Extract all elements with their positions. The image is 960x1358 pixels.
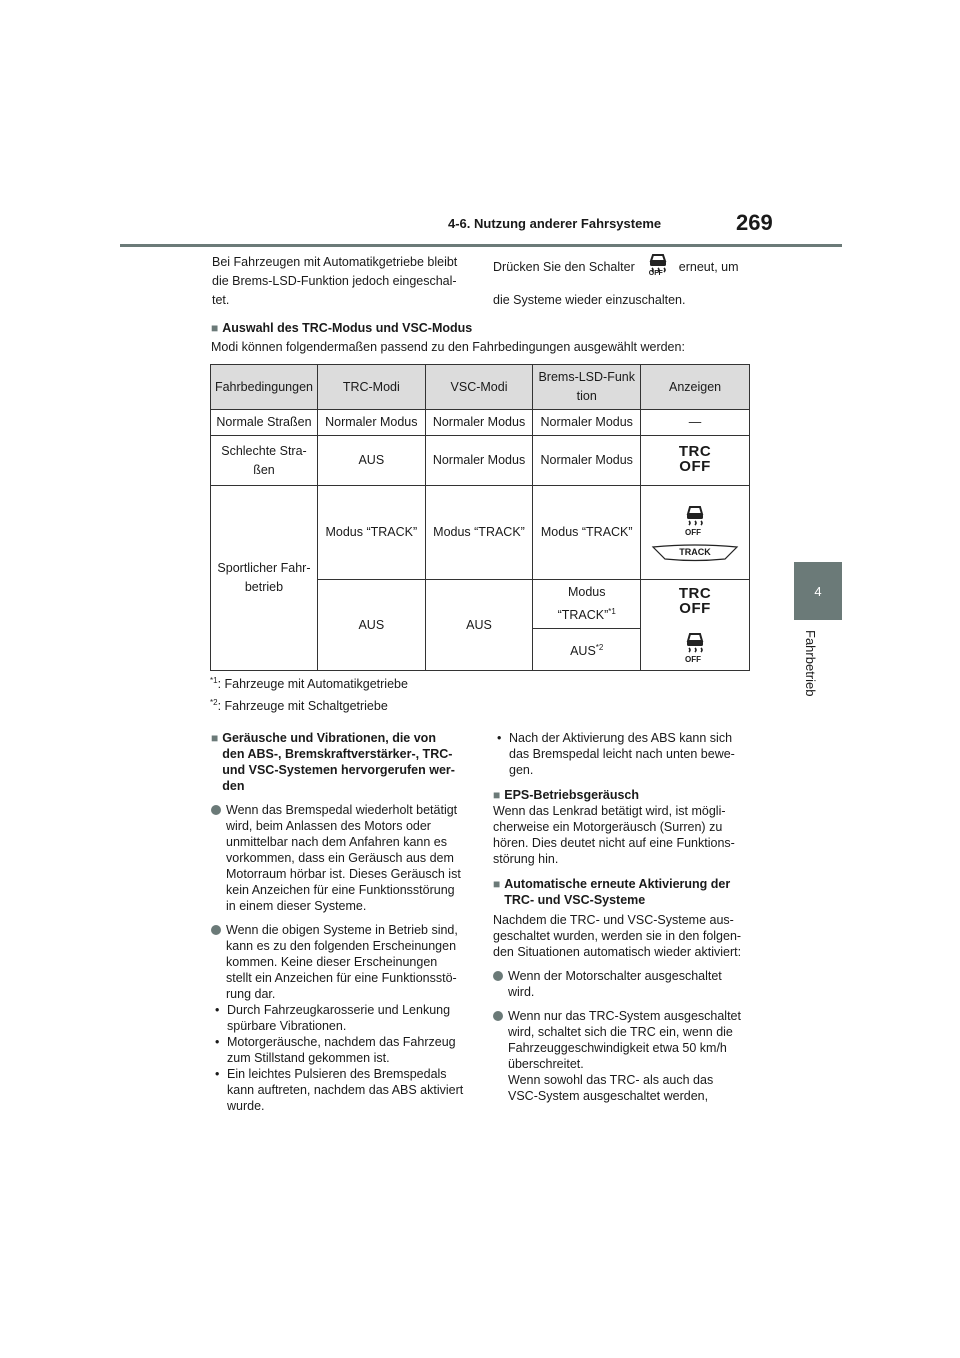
noise-bullet-1 <box>211 802 473 914</box>
text-line: Ein leichtes Pulsieren des Bremspedals <box>227 1067 447 1081</box>
heading-text: EPS-Betriebsgeräusch <box>504 788 640 802</box>
text-line: Motorraum hörbar ist. Dieses Geräusch ist <box>226 867 461 881</box>
table-cell <box>211 436 318 486</box>
vsc-off-switch-icon <box>641 252 675 280</box>
selection-heading-text: Auswahl des TRC-Modus und VSC-Modus <box>222 321 473 335</box>
list-item <box>211 1066 473 1114</box>
intro-right-line: die Systeme wieder einzuschalten. <box>493 293 686 307</box>
text-line: wird, beim Anlassen des Motors oder <box>226 819 431 833</box>
modes-table <box>210 364 750 671</box>
circle-bullet-icon <box>493 1011 503 1021</box>
page-number: 269 <box>736 210 773 235</box>
text-line: wird, schaltet sich die TRC ein, wenn die <box>508 1025 733 1039</box>
text-line: stellt ein Anzeichen für eine Funktionsstö- <box>226 971 457 985</box>
text-line: Wenn der Motorschalter ausgeschaltet <box>508 969 722 983</box>
text-line: das Bremspedal leicht nach unten bewe- <box>509 747 735 761</box>
table-header-cell: Anzeigen <box>641 365 750 410</box>
text-line: vorkommen, dass ein Geräusch aus dem <box>226 851 454 865</box>
square-bullet-icon: ■ <box>211 321 219 335</box>
text-line: gen. <box>509 763 534 777</box>
text-line: Wenn das Bremspedal wiederholt betätigt <box>226 803 458 817</box>
table-cell: Normaler Modus <box>425 436 533 486</box>
square-bullet-icon: ■ <box>211 731 219 745</box>
table-cell: Modus “TRACK” <box>533 486 641 580</box>
table-cell-text: AUS <box>570 644 596 659</box>
text-line: rung dar. <box>226 987 276 1001</box>
text-line: in einem dieser Systeme. <box>226 899 367 913</box>
intro-right <box>493 258 763 310</box>
selection-heading <box>211 320 472 336</box>
text-line: geschaltet wurden, werden sie in den folgen- <box>493 929 742 943</box>
auto-bullet-2 <box>493 1008 755 1104</box>
vsc-off-label: OFF <box>685 527 702 537</box>
dash-bullet: • <box>497 731 502 745</box>
text-line: wird. <box>508 985 535 999</box>
intro-right-text: erneut, um <box>678 260 739 274</box>
trc-off-line: TRC <box>678 443 712 460</box>
auto-text <box>493 912 755 960</box>
table-cell: Normaler Modus <box>425 410 533 436</box>
table-cell-line: Schlechte Stra- <box>221 443 307 458</box>
intro-left <box>212 253 482 310</box>
intro-left-line: Bei Fahrzeugen mit Automatikgetriebe bleibt <box>212 255 458 269</box>
text-line: Wenn sowohl das TRC- als auch das <box>508 1073 714 1087</box>
text-line: unmittelbar nach dem Anfahren kann es <box>226 835 447 849</box>
footnote-mark: *2 <box>210 698 218 707</box>
list-item <box>211 1034 473 1066</box>
table-cell-line: betrieb <box>244 580 284 594</box>
text-line: cherweise ein Motorgeräusch (Surren) zu <box>493 820 723 834</box>
noise-section <box>211 730 473 1114</box>
footnote <box>210 698 388 713</box>
eps-heading <box>493 787 755 803</box>
chapter-tab: 4 <box>794 562 842 620</box>
table-cell: AUS <box>317 580 425 671</box>
table-header-cell: VSC-Modi <box>425 365 533 410</box>
noise-bullet-2 <box>211 922 473 1002</box>
heading-line: den ABS-, Bremskraftverstärker-, TRC- <box>222 747 453 761</box>
table-header-line: Brems-LSD-Funk <box>538 370 635 384</box>
dash-bullet: • <box>215 1003 220 1017</box>
intro-left-line: die Brems-LSD-Funktion jedoch eingeschal- <box>212 274 457 288</box>
table-header-line: tion <box>576 389 597 403</box>
section-title: 4-6. Nutzung anderer Fahrsysteme <box>448 216 662 231</box>
trc-off-line: OFF <box>679 599 711 617</box>
table-cell <box>641 436 750 486</box>
text-line: Motorgeräusche, nachdem das Fahrzeug <box>227 1035 456 1049</box>
auto-heading <box>493 876 755 908</box>
trc-off-line: TRC <box>678 584 712 602</box>
vsc-off-label: OFF <box>685 654 702 664</box>
text-line: störung hin. <box>493 852 559 866</box>
heading-line: den <box>222 779 245 793</box>
table-cell: — <box>641 410 750 436</box>
table-header-cell <box>533 365 641 410</box>
table-cell: AUS <box>425 580 533 671</box>
heading-line: Geräusche und Vibrationen, die von <box>222 731 436 745</box>
text-line: VSC-System ausgeschaltet werden, <box>508 1089 709 1103</box>
trc-off-indicator-icon <box>679 586 711 616</box>
heading-line: TRC- und VSC-Systeme <box>504 893 646 907</box>
table-cell <box>533 580 641 629</box>
selection-intro: Modi können folgendermaßen passend zu den Fahrbedingungen ausgewählt werden: <box>211 340 685 354</box>
trc-off-indicator-icon <box>679 444 711 474</box>
dash-bullet: • <box>215 1067 220 1081</box>
table-cell: Normaler Modus <box>533 436 641 486</box>
text-line: hören. Dies deutet nicht auf eine Funktions- <box>493 836 735 850</box>
table-cell-line: Modus <box>567 584 606 599</box>
footnote <box>210 676 408 691</box>
table-cell <box>641 580 750 671</box>
vsc-off-indicator-icon <box>680 504 710 538</box>
vsc-off-indicator-icon <box>680 631 710 665</box>
table-header-cell: Fahrbedingungen <box>211 365 318 410</box>
circle-bullet-icon <box>211 925 221 935</box>
text-line: überschreitet. <box>508 1057 584 1071</box>
noise-heading <box>211 730 473 794</box>
table-cell: Modus “TRACK” <box>317 486 425 580</box>
dash-bullet: • <box>215 1035 220 1049</box>
text-line: den Situationen automatisch wieder aktiviert: <box>493 945 742 959</box>
table-cell-line: “TRACK” <box>557 608 609 623</box>
trc-off-line: OFF <box>679 458 711 475</box>
table-row <box>211 410 750 436</box>
eps-text <box>493 803 755 867</box>
text-line: kommen. Keine dieser Erscheinungen <box>226 955 438 969</box>
footnote-mark: *1 <box>210 676 218 685</box>
text-line: zum Stillstand gekommen ist. <box>227 1051 390 1065</box>
table-cell <box>641 486 750 580</box>
table-cell: Normaler Modus <box>533 410 641 436</box>
table-header-row <box>211 365 750 410</box>
text-line: kein Anzeichen für eine Funktionsstörung <box>226 883 455 897</box>
table-row <box>211 486 750 580</box>
intro-right-text: Drücken Sie den Schalter <box>493 260 635 274</box>
list-item <box>493 730 755 778</box>
footnote-text: : Fahrzeuge mit Automatikgetriebe <box>217 677 408 692</box>
table-cell: Normale Straßen <box>211 410 318 436</box>
table-row <box>211 436 750 486</box>
text-line: kann auftreten, nachdem das ABS aktiviert <box>227 1083 464 1097</box>
auto-bullet-1 <box>493 968 755 1000</box>
text-line: wurde. <box>227 1099 265 1113</box>
text-line: Nachdem die TRC- und VSC-Systeme aus- <box>493 913 734 927</box>
table-cell: Normaler Modus <box>317 410 425 436</box>
text-line: spürbare Vibrationen. <box>227 1019 347 1033</box>
header-rule <box>120 244 842 247</box>
text-line: Nach der Aktivierung des ABS kann sich <box>509 731 733 745</box>
square-bullet-icon: ■ <box>493 788 501 802</box>
track-indicator-icon <box>651 544 739 562</box>
square-bullet-icon: ■ <box>493 877 501 891</box>
text-line: Durch Fahrzeugkarosserie und Lenkung <box>227 1003 451 1017</box>
intro-left-line: tet. <box>212 293 230 307</box>
text-line: Wenn das Lenkrad betätigt wird, ist mögli- <box>493 804 726 818</box>
table-cell <box>211 486 318 671</box>
footnote-mark: *1 <box>608 606 616 616</box>
heading-line: und VSC-Systemen hervorgerufen wer- <box>222 763 455 777</box>
heading-line: Automatische erneute Aktivierung der <box>504 877 731 891</box>
footnote-text: : Fahrzeuge mit Schaltgetriebe <box>217 699 388 714</box>
list-item <box>211 1002 473 1034</box>
text-line: Fahrzeuggeschwindigkeit etwa 50 km/h <box>508 1041 727 1055</box>
vsc-off-icon-text: OFF <box>648 270 663 277</box>
text-line: kann es zu den folgenden Erscheinungen <box>226 939 457 953</box>
table-cell <box>533 629 641 671</box>
table-cell-line: ßen <box>253 462 275 477</box>
table-cell-line: Sportlicher Fahr- <box>217 561 311 575</box>
footnote-mark: *2 <box>595 642 604 652</box>
chapter-label: Fahrbetrieb <box>803 630 818 697</box>
text-line: Wenn nur das TRC-System ausgeschaltet <box>508 1009 741 1023</box>
track-label: TRACK <box>679 546 711 557</box>
table-cell: AUS <box>317 436 425 486</box>
circle-bullet-icon <box>211 805 221 815</box>
circle-bullet-icon <box>493 971 503 981</box>
table-header-cell: TRC-Modi <box>317 365 425 410</box>
table-cell: Modus “TRACK” <box>425 486 533 580</box>
text-line: Wenn die obigen Systeme in Betrieb sind, <box>226 923 458 937</box>
right-column <box>493 730 755 1104</box>
